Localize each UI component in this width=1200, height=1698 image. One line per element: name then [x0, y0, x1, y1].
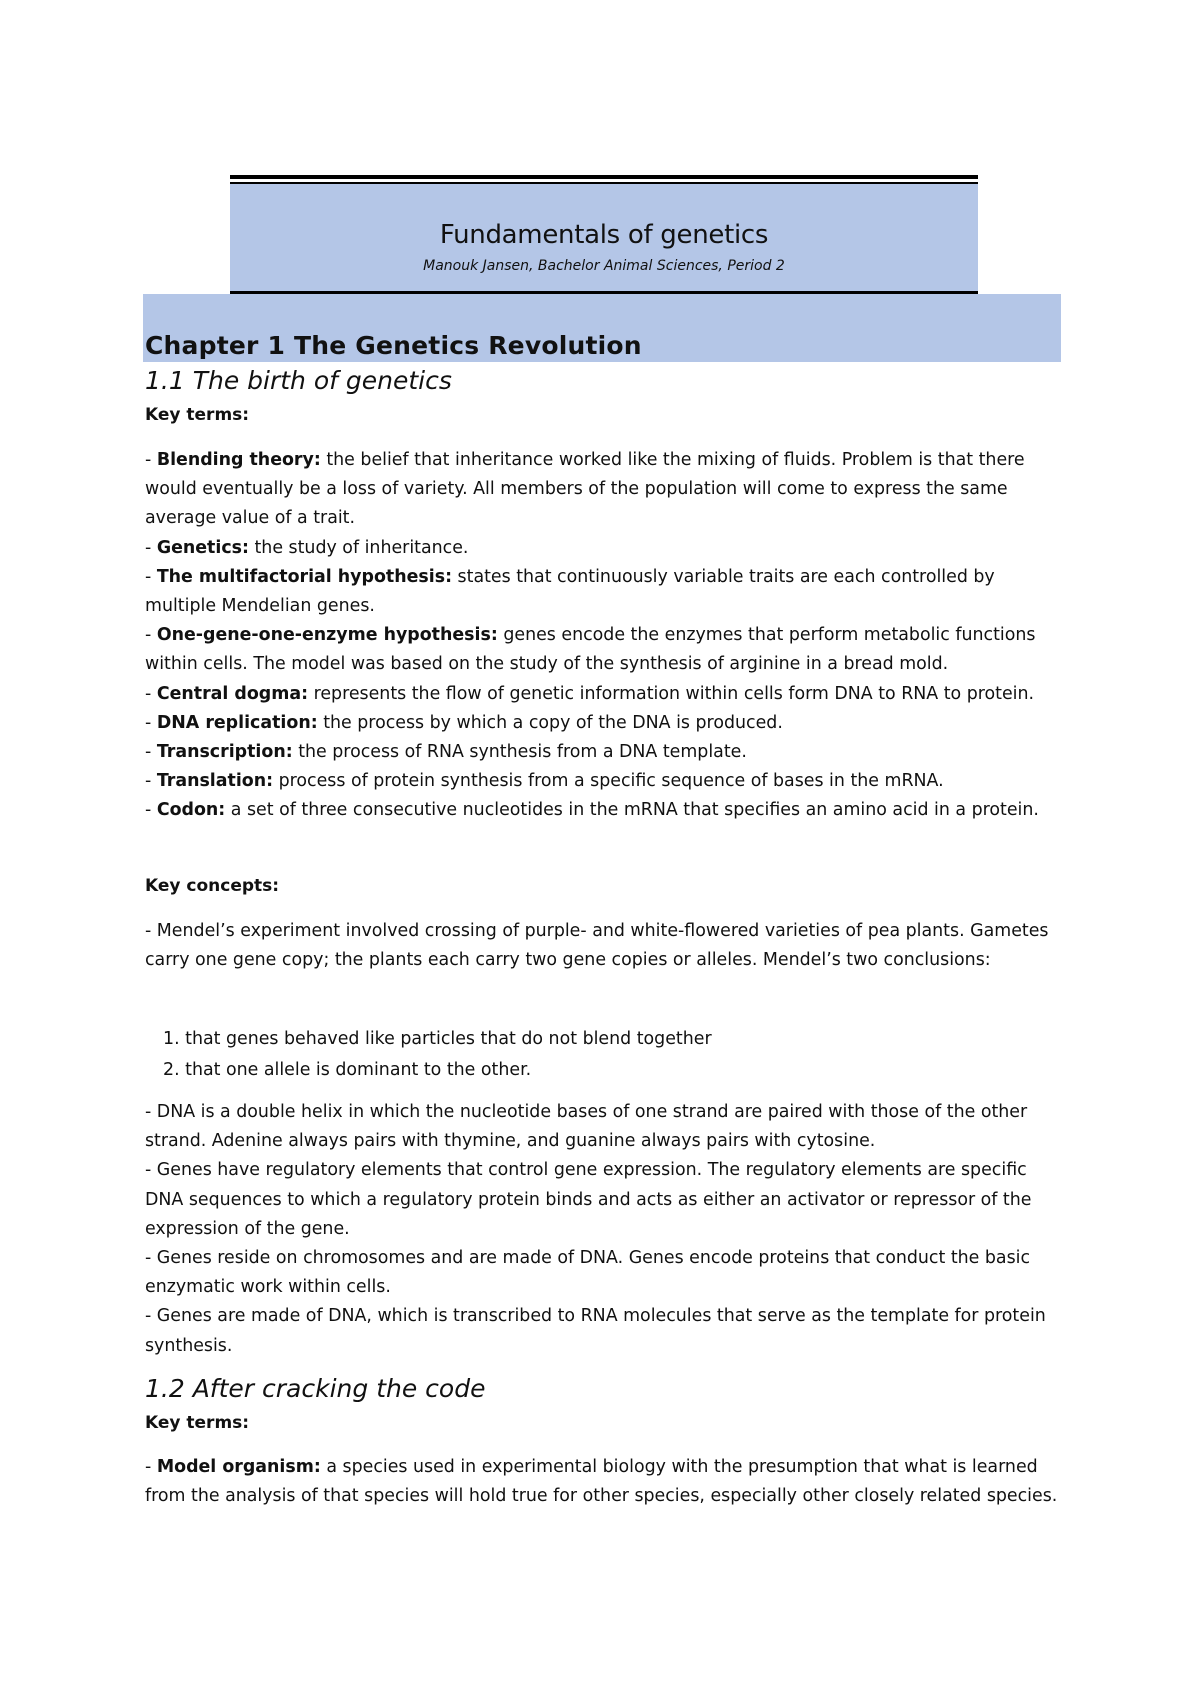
term-entry: - Blending theory: the belief that inheritance worked like the mixing of fluids. Problem is that there would eventually be a loss of variety. All members of the population will come to express the same average value of a trait.: [145, 450, 1025, 529]
term-name: Translation:: [156, 771, 274, 792]
term-entry: - One-gene-one-enzyme hypothesis: genes encode the enzymes that perform metabolic functions within cells. The model was based on the study of the synthesis of arginine in a bread mold.: [145, 625, 1036, 675]
term-name: Codon:: [156, 800, 226, 821]
key-terms-label: Key terms:: [145, 1413, 250, 1433]
term-name: Central dogma:: [156, 683, 309, 704]
concept-paragraph: - DNA is a double helix in which the nucleotide bases of one strand are paired with those of the other strand. Adenine always pairs with thymine, and guanine always pairs with cytosine.: [145, 1102, 1028, 1152]
term-definition: genes encode the enzymes that perform metabolic functions within cells. The model was based on the study of the synthesis of arginine in a bread mold.: [145, 625, 1036, 675]
term-name: DNA replication:: [156, 712, 318, 733]
key-terms-list: [145, 446, 1070, 826]
list-item: 2. that one allele is dominant to the other.: [163, 1059, 532, 1080]
term-definition: process of protein synthesis from a specific sequence of bases in the mRNA.: [273, 771, 944, 792]
section-heading-1-2: 1.2 After cracking the code: [145, 1374, 486, 1403]
term-name: Transcription:: [156, 742, 293, 763]
term-name: Model organism:: [156, 1457, 321, 1477]
term-definition: represents the flow of genetic information within cells form DNA to RNA to protein.: [308, 683, 1035, 704]
term-entry: - Transcription: the process of RNA synthesis from a DNA template.: [145, 742, 747, 763]
term-definition: a set of three consecutive nucleotides in the mRNA that specifies an amino acid in a protein.: [225, 800, 1039, 821]
term-name: The multifactorial hypothesis:: [156, 566, 453, 587]
title-rule-top: [230, 175, 978, 179]
chapter-title: Chapter 1 The Genetics Revolution: [145, 331, 642, 360]
concept-intro: [145, 917, 1070, 975]
term-definition: the process of RNA synthesis from a DNA template.: [292, 742, 747, 763]
term-definition: a species used in experimental biology with the presumption that what is learned from the analysis of that species will hold true for other species, especially other closely related species.: [145, 1457, 1058, 1507]
term-entry: - Translation: process of protein synthesis from a specific sequence of bases in the mRNA.: [145, 771, 944, 792]
key-terms-list-2: [145, 1453, 1070, 1511]
concept-paragraph: - Genes are made of DNA, which is transcribed to RNA molecules that serve as the template for protein synthesis.: [145, 1306, 1046, 1356]
concept-paragraph: - Genes have regulatory elements that control gene expression. The regulatory elements are specific DNA sequences to which a regulatory protein binds and acts as either an activator or repressor of the expression of the gene.: [145, 1160, 1032, 1239]
term-entry: - Genetics: the study of inheritance.: [145, 537, 469, 558]
term-entry: - Central dogma: represents the flow of genetic information within cells form DNA to RNA to protein.: [145, 683, 1035, 704]
term-entry: - The multifactorial hypothesis: states that continuously variable traits are each controlled by multiple Mendelian genes.: [145, 566, 995, 617]
term-name: One-gene-one-enzyme hypothesis:: [156, 625, 498, 646]
term-definition: the study of inheritance.: [248, 537, 469, 558]
document-title: Fundamentals of genetics: [439, 220, 769, 250]
concept-paragraph: - Mendel’s experiment involved crossing of purple- and white-flowered varieties of pea plants. Gametes carry one gene copy; the plants each carry two gene copies or alleles. Mendel’s two conclusions:: [145, 921, 1049, 971]
term-definition: the process by which a copy of the DNA is produced.: [317, 712, 783, 733]
title-block: [230, 175, 978, 297]
concept-paragraph: - Genes reside on chromosomes and are made of DNA. Genes encode proteins that conduct the basic enzymatic work within cells.: [145, 1248, 1031, 1298]
document-subtitle: Manouk Jansen, Bachelor Animal Sciences, Period 2: [423, 258, 785, 274]
term-name: Blending theory:: [156, 450, 321, 470]
conclusions-list: [145, 1024, 1045, 1085]
term-entry: - Model organism: a species used in experimental biology with the presumption that what is learned from the analysis of that species will hold true for other species, especially other closely related species.: [145, 1457, 1058, 1507]
section-heading-1-1: 1.1 The birth of genetics: [145, 366, 452, 395]
title-box: [230, 184, 978, 291]
term-entry: - Codon: a set of three consecutive nucleotides in the mRNA that specifies an amino acid in a protein.: [145, 800, 1039, 821]
key-concepts-label: Key concepts:: [145, 876, 280, 896]
term-name: Genetics:: [156, 537, 249, 558]
term-definition: states that continuously variable traits are each controlled by multiple Mendelian genes.: [145, 566, 995, 617]
concepts-list: [145, 1098, 1070, 1361]
key-terms-label: Key terms:: [145, 405, 250, 425]
list-item: 1. that genes behaved like particles that do not blend together: [163, 1029, 712, 1049]
term-definition: the belief that inheritance worked like the mixing of fluids. Problem is that there would eventually be a loss of variety. All members of the population will come to express the same average value of a trait.: [145, 450, 1025, 529]
term-entry: - DNA replication: the process by which a copy of the DNA is produced.: [145, 712, 783, 733]
